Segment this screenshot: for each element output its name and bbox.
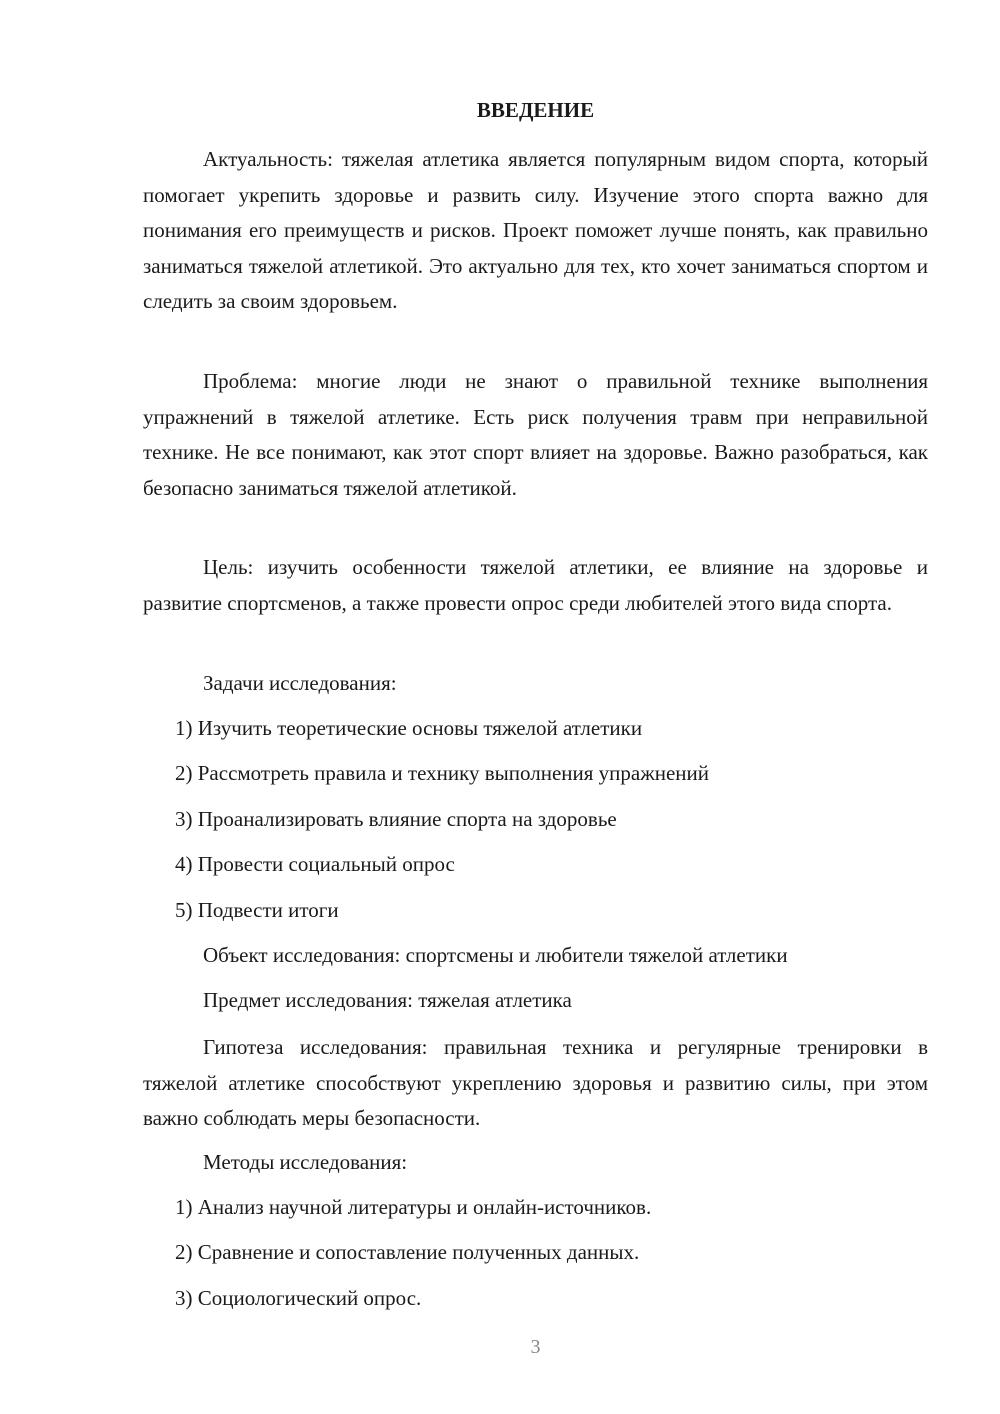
task-item: 4) Провести социальный опрос xyxy=(175,852,455,876)
document-page xyxy=(143,0,928,1414)
problem-paragraph: Проблема: многие люди не знают о правильной технике выполнения упражнений в тяжелой атлетике. Есть риск получения травм при неправильной технике. Не все понимают, как этот спорт влияет на здоровье. Важно разобраться, как безопасно заниматься тяжелой атлетикой. xyxy=(143,369,928,500)
task-item: 2) Рассмотреть правила и технику выполнения упражнений xyxy=(175,761,710,785)
task-item: 1) Изучить теоретические основы тяжелой атлетики xyxy=(175,716,643,740)
relevance-paragraph: Актуальность: тяжелая атлетика является популярным видом спорта, который помогает укрепить здоровье и развить силу. Изучение этого спорта важно для понимания его преимуществ и рисков. Проект поможет лучше понять, как правильно заниматься тяжелой атлетикой. Это актуально для тех, кто хочет заниматься спортом и следить за своим здоровьем. xyxy=(143,147,928,313)
method-item: 1) Анализ научной литературы и онлайн-источников. xyxy=(175,1195,652,1219)
goal-paragraph: Цель: изучить особенности тяжелой атлетики, ее влияние на здоровье и развитие спортсменов, а также провести опрос среди любителей этого вида спорта. xyxy=(143,555,928,615)
methods-title: Методы исследования: xyxy=(203,1150,408,1174)
task-item: 3) Проанализировать влияние спорта на здоровье xyxy=(175,807,617,831)
research-object: Объект исследования: спортсмены и любители тяжелой атлетики xyxy=(203,943,788,967)
hypothesis-paragraph: Гипотеза исследования: правильная техника и регулярные тренировки в тяжелой атлетике способствуют укреплению здоровья и развитию силы, при этом важно соблюдать меры безопасности. xyxy=(143,1035,928,1130)
tasks-title: Задачи исследования: xyxy=(203,671,397,695)
task-item: 5) Подвести итоги xyxy=(175,898,339,922)
method-item: 3) Социологический опрос. xyxy=(175,1286,422,1310)
method-item: 2) Сравнение и сопоставление полученных данных. xyxy=(175,1240,640,1264)
page-number: 3 xyxy=(530,1336,541,1358)
research-subject: Предмет исследования: тяжелая атлетика xyxy=(203,988,572,1012)
section-heading: ВВЕДЕНИЕ xyxy=(476,98,595,122)
